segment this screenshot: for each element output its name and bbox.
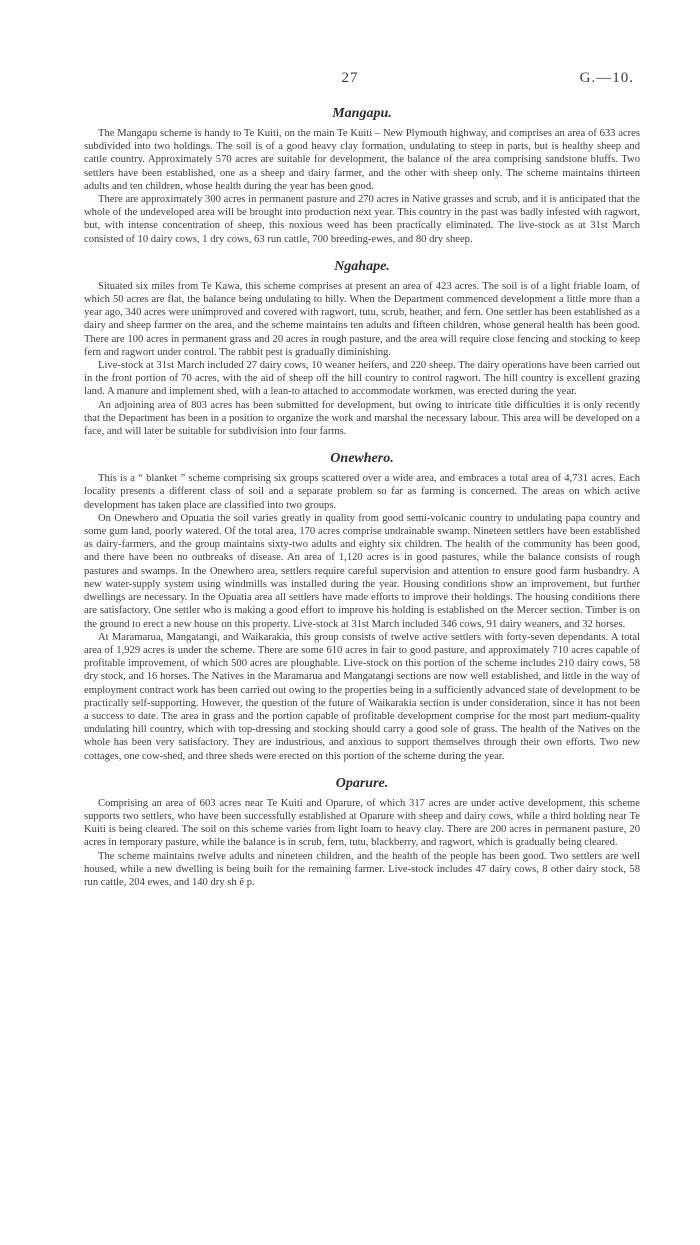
paragraph: Live-stock at 31st March included 27 dairy cows, 10 weaner heifers, and 220 sheep. The dairy operations have been carried out in the front portion of 70 acres, with the aid of sheep off the hill country to control ragwort. The hill country is excellent grazing land. A manure and implement shed, with a lean-to attached to accommodate workmen, was erected during the year. xyxy=(84,360,640,398)
document-body xyxy=(84,105,640,901)
section-heading: Ngahape. xyxy=(334,258,390,274)
section-oparure xyxy=(84,775,640,889)
paragraph: This is a “ blanket ” scheme comprising six groups scattered over a wide area, and embraces a total area of 4,731 acres. Each locality presents a different class of soil and a separate problem so far as farming is concerned. The areas on which active development has taken place are classified into two groups. xyxy=(84,473,640,511)
section-heading: Oparure. xyxy=(335,775,389,791)
page-number: 27 xyxy=(341,70,359,86)
paragraph: The Mangapu scheme is handy to Te Kuiti, on the main Te Kuiti – New Plymouth highway, and comprises an area of 633 acres subdivided into two holdings. The soil is of a good heavy clay formation, undulating to steep in parts, but is healthy sheep and cattle country. Approximately 570 acres are suitable for development, the balance of the area comprising sandstone bluffs. Two settlers have been established, one as a sheep and dairy farmer, and the other with sheep only. The scheme maintains thirteen adults and ten children, whose health during the year has been good. xyxy=(84,128,640,192)
paragraph: There are approximately 300 acres in permanent pasture and 270 acres in Native grasses and scrub, and it is anticipated that the whole of the undeveloped area will be brought into production next year. This country in the past was badly infested with ragwort, but, with intense concentration of sheep, this noxious weed has been practically eliminated. The live-stock as at 31st March consisted of 10 dairy cows, 1 dry cows, 63 run cattle, 700 breeding-ewes, and 80 dry sheep. xyxy=(84,194,640,245)
paragraph: Situated six miles from Te Kawa, this scheme comprises at present an area of 423 acres. The soil is of a light friable loam, of which 50 acres are flat, the balance being undulating to hilly. When the Department commenced development a little more than a year ago, 340 acres were unimproved and covered with ragwort, tutu, scrub, heather, and fern. One settler has been established as a dairy and sheep farmer on the area, and the scheme maintains ten adults and fifteen children, whose general health has been good. There are 100 acres in permanent grass and 20 acres in rough pasture, and the area will require close fencing and stocking to keep fern and ragwort under control. The rabbit pest is gradually diminishing. xyxy=(84,280,640,358)
paragraph: At Maramarua, Mangatangi, and Waikarakia, this group consists of twelve active settlers with forty-seven dependants. A total area of 1,929 acres is under the scheme. There are some 610 acres in fair to good pasture, and approximately 710 acres capable of profitable improvement, of which 500 acres are ploughable. Live-stock on this portion of the scheme includes 210 dairy cows, 58 dry stock, and 16 horses. The Natives in the Maramarua and Mangatangi sections are now well established, and little in the way of employment contract work has been carried out owing to the properties being in a sufficiently advanced state of development to be practically self-supporting. However, the question of the future of Waikarakia section is under consideration, since it has not been a success to date. The area in grass and the portion capable of profitable development comprise for the most part medium-quality undulating hill country, which with top-dressing and stocking should carry a good sole of grass. The health of the Natives on the whole has been very satisfactory. They are industrious, and anxious to support themselves through their own efforts. Two new cottages, one cow-shed, and three sheds were erected on this portion of the scheme during the year. xyxy=(84,631,640,762)
paragraph: The scheme maintains twelve adults and nineteen children, and the health of the people has been good. Two settlers are well housed, while a new dwelling is being built for the remaining farmer. Live-stock includes 47 dairy cows, 8 other dairy stock, 58 run cattle, 204 ewes, and 140 dry sh ẽ p. xyxy=(84,850,640,888)
section-ngahape xyxy=(84,258,640,438)
section-mangapu xyxy=(84,105,640,246)
paragraph: An adjoining area of 803 acres has been submitted for development, but owing to intricate title difficulties it is only recently that the Department has been in a position to organize the work and marshal the necessary labour. This area will be developed on a face, and will later be suitable for subdivision into four farms. xyxy=(84,399,640,438)
section-onewhero xyxy=(84,450,640,762)
section-heading: Mangapu. xyxy=(332,106,392,121)
paragraph: Comprising an area of 603 acres near Te Kuiti and Oparure, of which 317 acres are under active development, this scheme supports two settlers, who have been successfully established at Oparure with sheep and dairy cows, while a third holding near Te Kuiti is being cleared. The soil on this scheme varies from light loam to heavy clay. There are 200 acres in permanent pasture, 20 acres in temporary pasture, while the balance is in scrub, fern, tutu, blackberry, and ragwort, which is gradually being cleared. xyxy=(84,797,640,849)
document-reference: G.—10. xyxy=(579,70,634,86)
section-heading: Onewhero. xyxy=(330,451,394,467)
paragraph: On Onewhero and Opuatia the soil varies greatly in quality from good semi-volcanic country to undulating papa country and some gum land, poorly watered. Of the total area, 170 acres comprise undrainable swamp. Nineteen settlers have been established as dairy-farmers, and the group maintains sixty-two adults and eighty six children. The health of the community has been good, and there have been no outbreaks of disease. An area of 1,120 acres is in good pastures, while the balance consists of rough pastures and swamps. In the Onewhero area, settlers require careful supervision and attention to ensure good farm husbandry. A new water-supply system using windmills was installed during the year. Housing conditions show an improvement, but further dwellings are necessary. In the Opuatia area all settlers have made efforts to improve their holdings. The housing conditions there are satisfactory. One settler who is making a good effort to improve his holding is established on the Mercer section. Timber is on the ground to erect a new house on this property. Live-stock at 31st March included 346 cows, 91 dairy weaners, and 32 horses. xyxy=(84,512,640,630)
